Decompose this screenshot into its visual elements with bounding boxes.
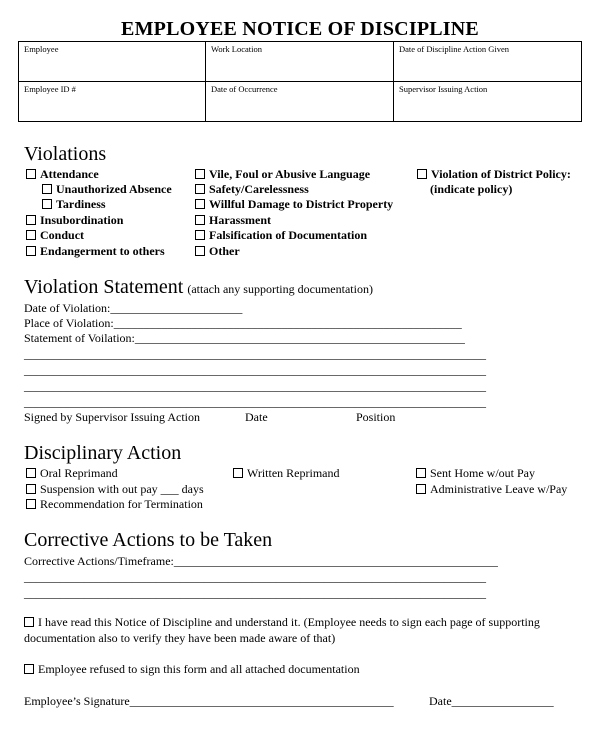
indicate-policy-note: (indicate policy) <box>430 182 513 196</box>
signature-date-row[interactable] <box>429 694 554 709</box>
checkbox[interactable] <box>233 468 243 478</box>
violations-heading: Violations <box>24 143 107 165</box>
acknowledgement-text-line2: documentation also to verify they have been made aware of that) <box>24 631 336 645</box>
checkbox[interactable] <box>26 468 36 478</box>
action-administrative-leave[interactable]: Administrative Leave w/Pay <box>416 482 567 497</box>
violation-endangerment[interactable]: Endangerment to others <box>26 244 165 259</box>
refused-checkbox-item[interactable] <box>24 662 360 677</box>
statement-blank-line[interactable]: _____________________________________________________________________________ <box>24 347 486 361</box>
checkbox[interactable] <box>24 617 34 627</box>
action-suspension[interactable]: Suspension with out pay ___ days <box>26 482 204 497</box>
employee-signature-underline[interactable]: ____________________________________________ <box>129 694 394 708</box>
refused-text: Employee refused to sign this form and all attached documentation <box>38 662 360 676</box>
work-location-field[interactable] <box>206 42 394 82</box>
violation-unauthorized-absence[interactable]: Unauthorized Absence <box>42 182 172 197</box>
document-title: EMPLOYEE NOTICE OF DISCIPLINE <box>121 18 479 40</box>
checkbox[interactable] <box>26 215 36 225</box>
violation-other[interactable]: Other <box>195 244 240 259</box>
employee-signature-row[interactable] <box>24 694 394 709</box>
checkbox[interactable] <box>195 169 205 179</box>
signature-line[interactable]: _____________________________________________________________________________ <box>24 395 486 409</box>
action-oral-reprimand[interactable]: Oral Reprimand <box>26 466 118 481</box>
violation-willful-damage[interactable]: Willful Damage to District Property <box>195 197 393 212</box>
disciplinary-action-heading: Disciplinary Action <box>24 442 182 464</box>
checkbox[interactable] <box>26 169 36 179</box>
checkbox[interactable] <box>26 484 36 494</box>
statement-of-violation-line[interactable]: Statement of Voilation:_______________________________________________________ <box>24 331 465 345</box>
corrective-actions-line[interactable]: Corrective Actions/Timeframe:______________________________________________________ <box>24 554 498 568</box>
violation-tardiness[interactable]: Tardiness <box>42 197 106 212</box>
corrective-blank-line[interactable]: _____________________________________________________________________________ <box>24 570 486 584</box>
checkbox[interactable] <box>416 484 426 494</box>
action-written-reprimand[interactable]: Written Reprimand <box>233 466 340 481</box>
checkbox[interactable] <box>24 664 34 674</box>
signature-date-label: Date <box>429 694 452 708</box>
checkbox[interactable] <box>26 246 36 256</box>
employee-field[interactable] <box>19 42 206 82</box>
employee-signature-label: Employee’s Signature <box>24 694 130 708</box>
corrective-actions-heading: Corrective Actions to be Taken <box>24 529 273 551</box>
place-of-violation-line[interactable]: Place of Violation:__________________________________________________________ <box>24 316 462 330</box>
employee-info-table <box>18 41 582 122</box>
supervisor-label: Supervisor Issuing Action <box>399 84 488 94</box>
date-of-occurrence-label: Date of Occurrence <box>211 84 278 94</box>
work-location-label: Work Location <box>211 44 263 54</box>
date-of-action-label: Date of Discipline Action Given <box>399 44 510 54</box>
date-of-violation-line[interactable]: Date of Violation:______________________ <box>24 301 243 315</box>
date-of-occurrence-field[interactable] <box>206 82 394 122</box>
date-label: Date <box>245 410 268 424</box>
corrective-blank-line[interactable]: _____________________________________________________________________________ <box>24 586 486 600</box>
violation-harassment[interactable]: Harassment <box>195 213 271 228</box>
violation-conduct[interactable]: Conduct <box>26 228 84 243</box>
position-label: Position <box>356 410 396 424</box>
violation-statement-header <box>24 276 373 299</box>
statement-blank-line[interactable]: _____________________________________________________________________________ <box>24 379 486 393</box>
violation-falsification[interactable]: Falsification of Documentation <box>195 228 367 243</box>
supervisor-field[interactable] <box>394 82 582 122</box>
checkbox[interactable] <box>417 169 427 179</box>
acknowledgement-checkbox-item[interactable] <box>24 615 540 630</box>
violation-district-policy[interactable]: Violation of District Policy: <box>417 167 571 182</box>
violation-statement-heading: Violation Statement <box>24 276 184 298</box>
employee-id-label: Employee ID # <box>24 84 76 94</box>
checkbox[interactable] <box>195 246 205 256</box>
violation-statement-note: (attach any supporting documentation) <box>187 282 373 296</box>
violation-safety[interactable]: Safety/Carelessness <box>195 182 309 197</box>
checkbox[interactable] <box>42 199 52 209</box>
checkbox[interactable] <box>42 184 52 194</box>
violation-insubordination[interactable]: Insubordination <box>26 213 123 228</box>
checkbox[interactable] <box>195 184 205 194</box>
statement-blank-line[interactable]: _____________________________________________________________________________ <box>24 363 486 377</box>
checkbox[interactable] <box>195 230 205 240</box>
checkbox[interactable] <box>26 499 36 509</box>
checkbox[interactable] <box>416 468 426 478</box>
action-sent-home[interactable]: Sent Home w/out Pay <box>416 466 535 481</box>
checkbox[interactable] <box>26 230 36 240</box>
acknowledgement-text-line1: I have read this Notice of Discipline and understand it. (Employee needs to sign each page of supporting <box>38 615 540 629</box>
date-of-action-field[interactable] <box>394 42 582 82</box>
checkbox[interactable] <box>195 215 205 225</box>
action-termination[interactable]: Recommendation for Termination <box>26 497 203 512</box>
signature-date-underline[interactable]: _________________ <box>451 694 554 708</box>
signed-by-supervisor-label: Signed by Supervisor Issuing Action <box>24 410 200 424</box>
violation-abusive-language[interactable]: Vile, Foul or Abusive Language <box>195 167 370 182</box>
employee-label: Employee <box>24 44 59 54</box>
employee-id-field[interactable] <box>19 82 206 122</box>
checkbox[interactable] <box>195 199 205 209</box>
violation-attendance[interactable]: Attendance <box>26 167 99 182</box>
